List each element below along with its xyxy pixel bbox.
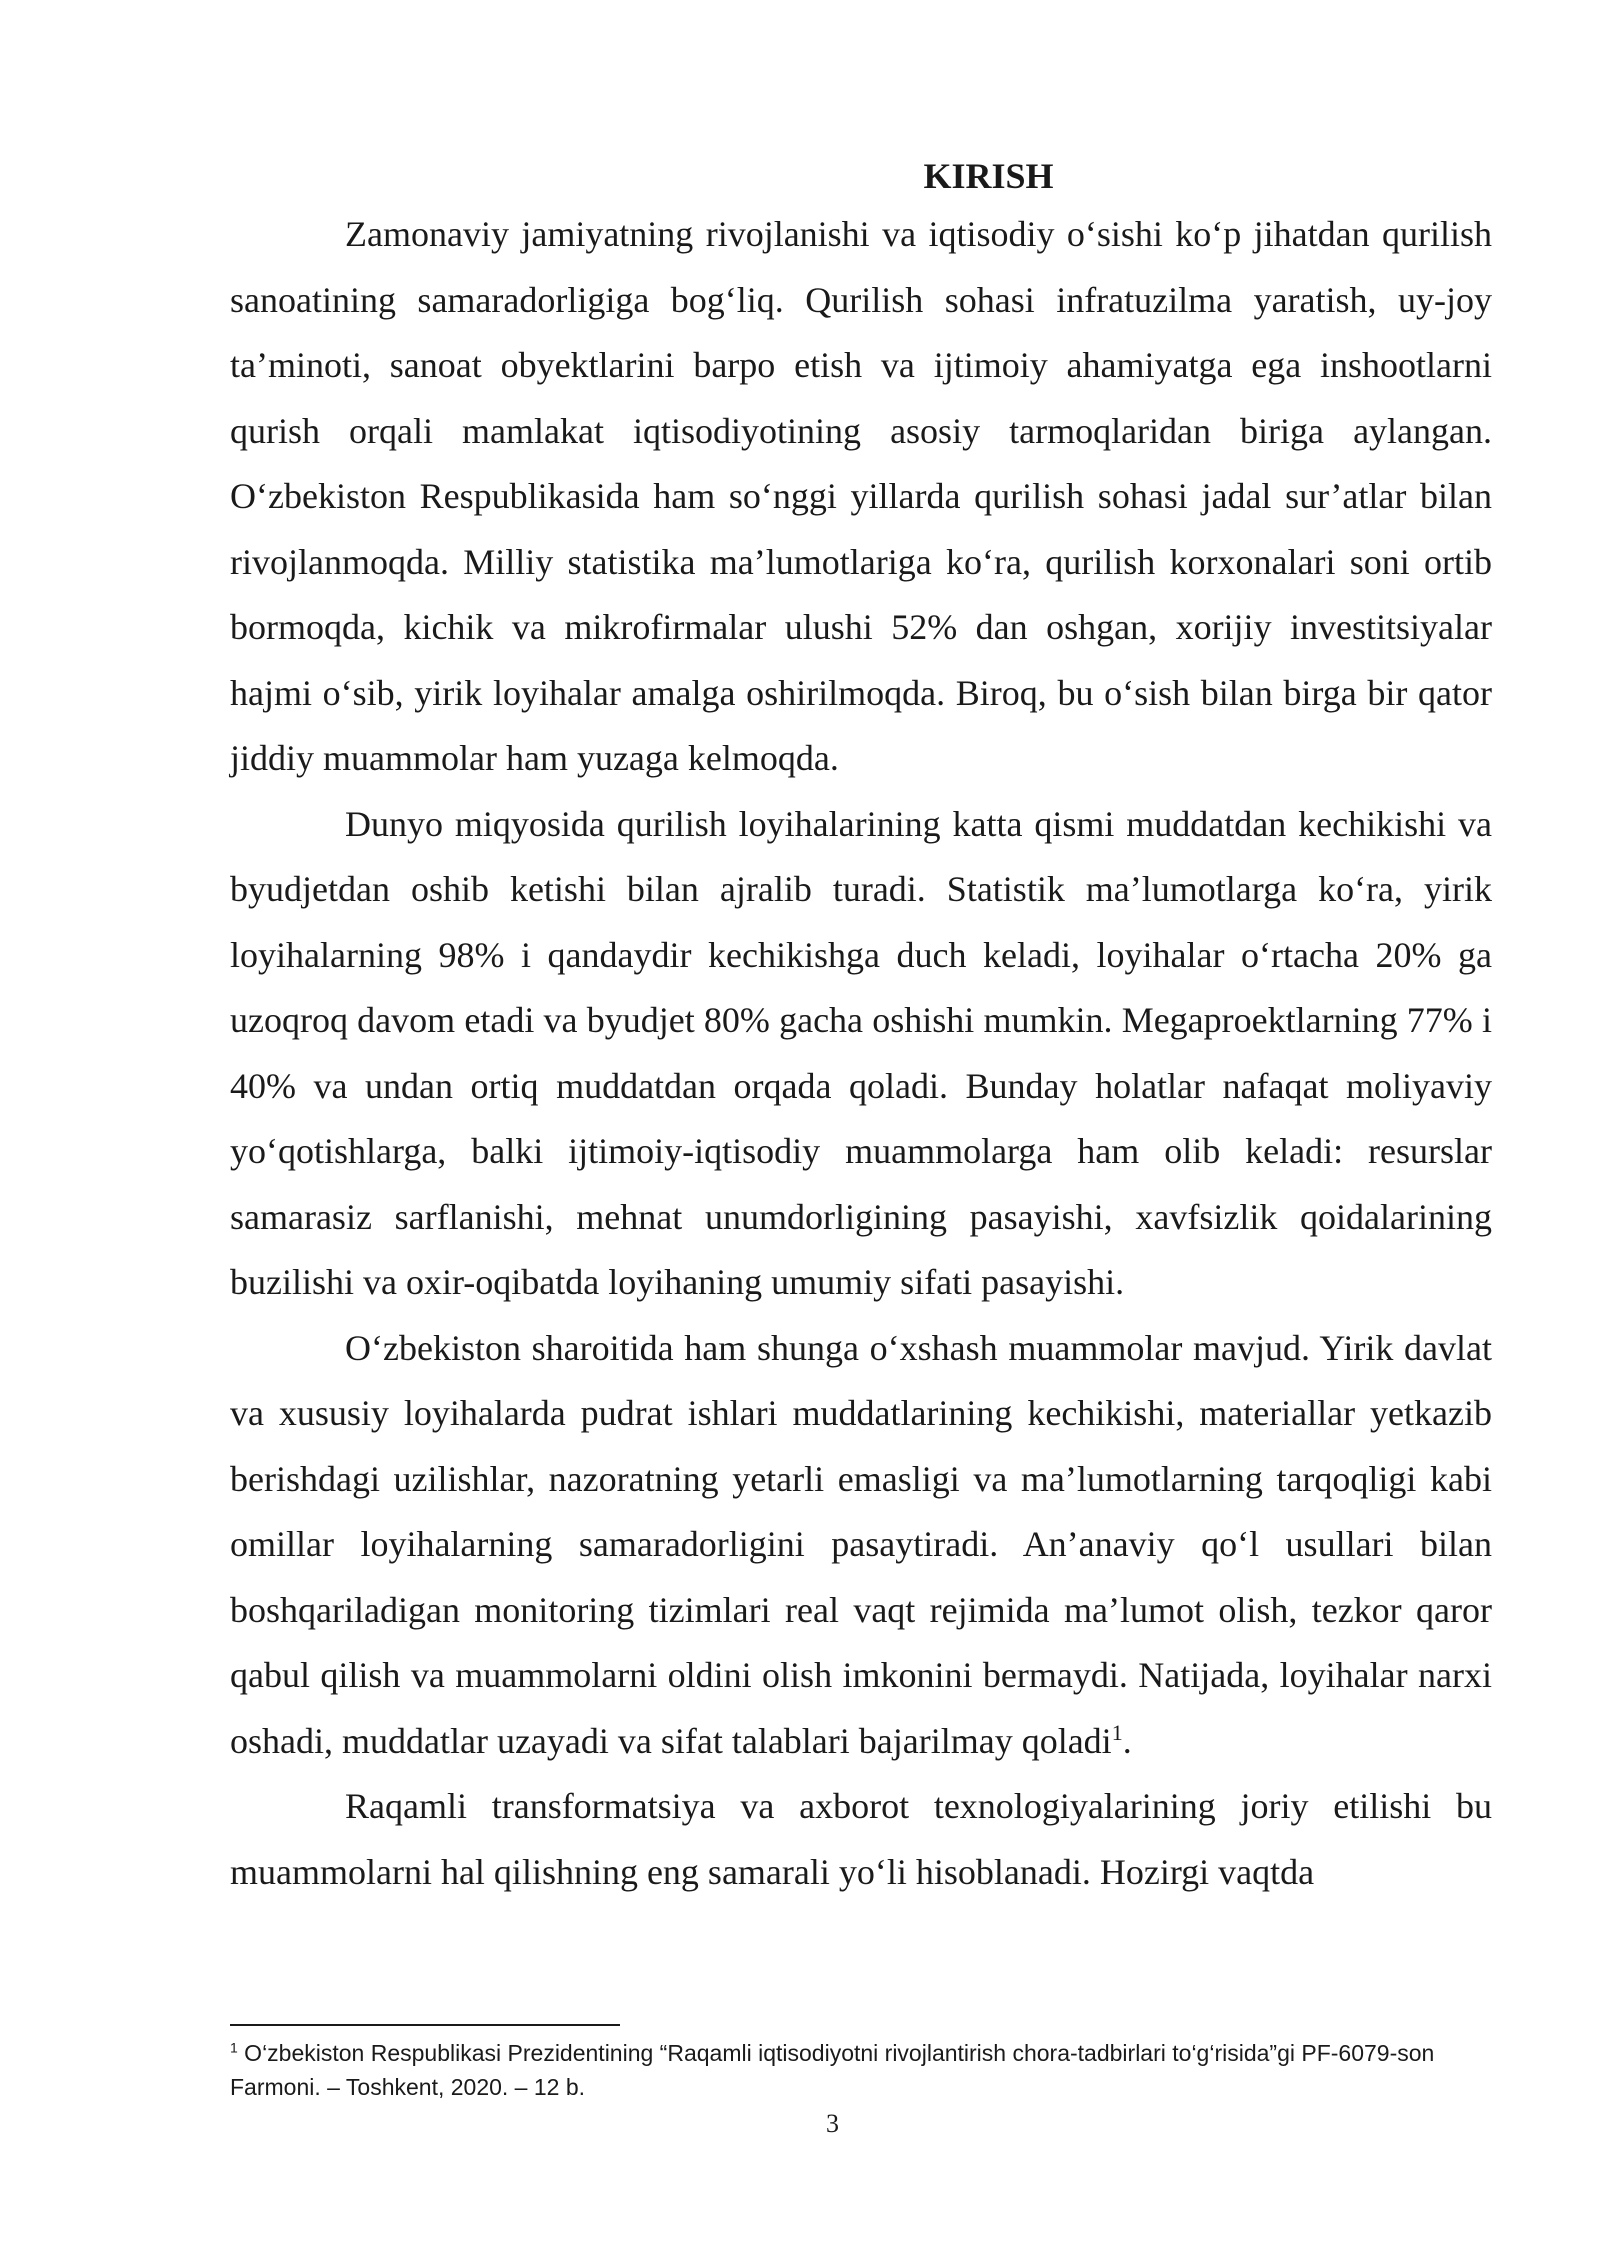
paragraph-3 (230, 1316, 1492, 1775)
footnote-marker: 1 (230, 2039, 238, 2056)
paragraph-2: Dunyo miqyosida qurilish loyihalarining katta qismi muddatdan kechikishi va byudjetdan oshib ketishi bilan ajralib turadi. Statistik ma’lumotlarga ko‘ra, yirik loyihalarning 98% i qandaydir kechikishga duch keladi, loyihalar o‘rtacha 20% ga uzoqroq davom etadi va byudjet 80% gacha oshishi mumkin. Megaproektlarning 77% i 40% va undan ortiq muddatdan orqada qoladi. Bunday holatlar nafaqat moliyaviy yo‘qotishlarga, balki ijtimoiy-iqtisodiy muammolarga ham olib keladi: resurslar samarasiz sarflanishi, mehnat unumdorligining pasayishi, xavfsizlik qoidalarining buzilishi va oxir-oqibatda loyihaning umumiy sifati pasayishi. (230, 803, 1492, 1302)
paragraph-3-end: . (1122, 1720, 1132, 1761)
section-heading: KIRISH (923, 156, 1054, 196)
paragraph-3-text: O‘zbekiston sharoitida ham shunga o‘xshash muammolar mavjud. Yirik davlat va xususiy loyihalarda pudrat ishlari muddatlarining kechikishi, materiallar yetkazib berishdagi uzilishlar, nazoratning yetarli emasligi va ma’lumotlarning tarqoqligi kabi omillar loyihalarning samaradorligini pasaytiradi. An’anaviy qo‘l usullari bilan boshqariladigan monitoring tizimlari real vaqt rejimida ma’lumot olish, tezkor qaror qabul qilish va muammolarni oldini olish imkonini bermaydi. Natijada, loyihalar narxi oshadi, muddatlar uzayadi va sifat talablari bajarilmay qoladi (230, 1327, 1492, 1761)
footnote-text: O‘zbekiston Respublikasi Prezidentining “Raqamli iqtisodiyotni rivojlantirish chora-tadbirlari to‘g‘risida”gi PF-6079-son Farmoni. – Toshkent, 2020. – 12 b. (230, 2040, 1435, 2100)
page-number: 3 (826, 2109, 839, 2138)
body-text (230, 150, 1492, 1905)
paragraph-4: Raqamli transformatsiya va axborot texnologiyalarining joriy etilishi bu muammolarni hal qilishning eng samarali yo‘li hisoblanadi. Hozirgi vaqtda (230, 1786, 1492, 1892)
paragraph-1: Zamonaviy jamiyatning rivojlanishi va iqtisodiy o‘sishi ko‘p jihatdan qurilish sanoatining samaradorligiga bog‘liq. Qurilish sohasi infratuzilma yaratish, uy-joy ta’minoti, sanoat obyektlarini barpo etish va ijtimoiy ahamiyatga ega inshootlarni qurish orqali mamlakat iqtisodiyotining asosiy tarmoqlaridan biriga aylangan. O‘zbekiston Respublikasida ham so‘nggi yillarda qurilish sohasi jadal sur’atlar bilan rivojlanmoqda. Milliy statistika ma’lumotlariga ko‘ra, qurilish korxonalari soni ortib bormoqda, kichik va mikrofirmalar ulushi 52% dan oshgan, xorijiy investitsiyalar hajmi o‘sib, yirik loyihalar amalga oshirilmoqda. Biroq, bu o‘sish bilan birga bir qator jiddiy muammolar ham yuzaga kelmoqda. (230, 214, 1492, 778)
footnote-reference[interactable]: 1 (1111, 1719, 1123, 1745)
footnote (230, 2036, 1492, 2104)
footnote-separator (230, 2024, 620, 2026)
